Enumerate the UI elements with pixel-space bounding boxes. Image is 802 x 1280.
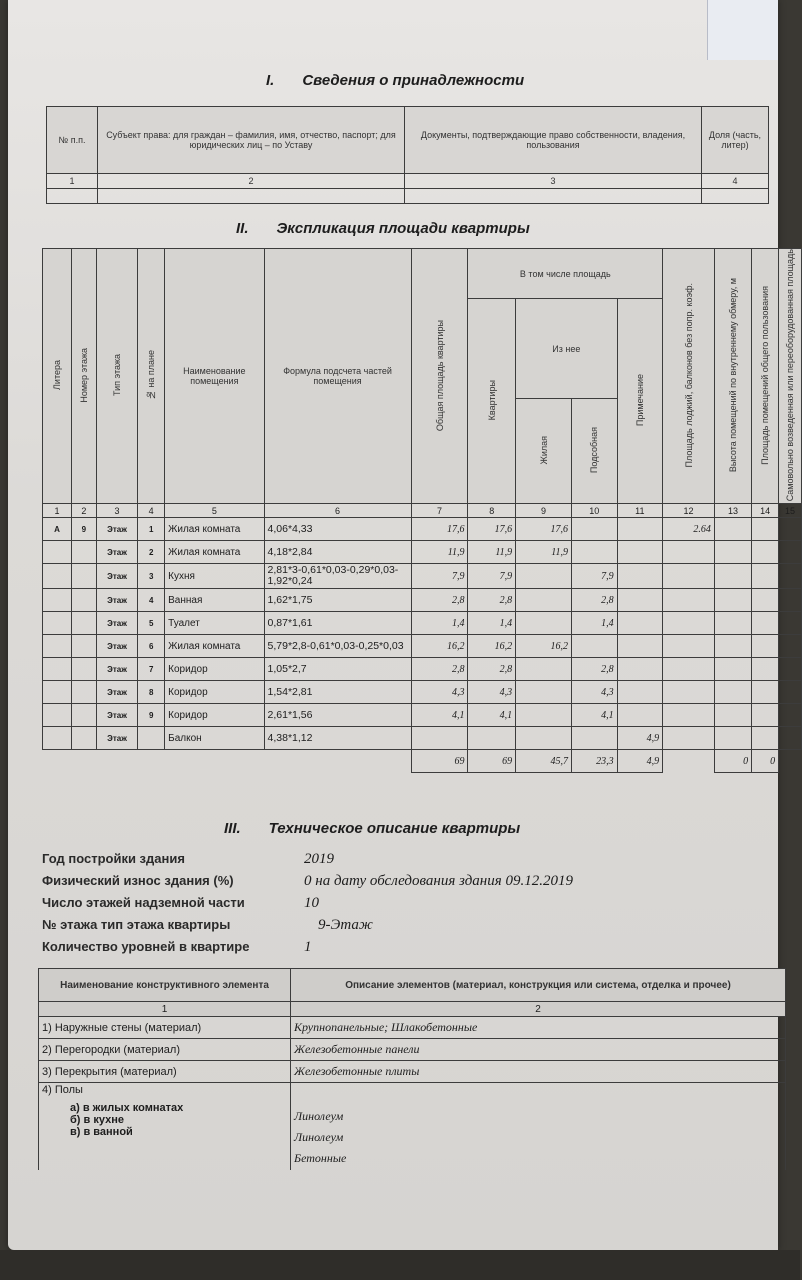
background-surface [0,1250,800,1280]
ownership-header-share: Доля (часть, литер) [702,107,769,174]
cell-floor [71,681,96,704]
cell-common [714,704,751,727]
header-notes-text: Примечание [634,374,645,427]
header-of-which: Из нее [516,299,617,399]
header-litera-text: Литера [51,360,62,391]
cell-floor-type: Этаж [96,589,137,612]
col-num: 5 [165,504,264,518]
floor-sub-label: в) в ванной [70,1126,133,1138]
total-aux: 23,3 [572,750,618,773]
ownership-empty-cell [702,189,769,204]
cell-plan-num: 4 [138,589,165,612]
header-unauth-text: Самовольно возведенная или переоборудованная площадь [785,249,796,502]
col-num: 9 [516,504,572,518]
cell-formula: 4,18*2,84 [264,541,411,564]
cell-notes [779,541,802,564]
cell-loggia [617,612,663,635]
cell-unauth [752,704,779,727]
cell-formula: 1,05*2,7 [264,658,411,681]
col-num: 11 [617,504,663,518]
total-area: 69 [411,750,468,773]
elements-header-name: Наименование конструктивного элемента [39,969,291,1002]
room-row [43,589,802,612]
cell-common [714,518,751,541]
cell-floor [71,658,96,681]
cell-aux: 4,1 [572,704,618,727]
cell-apartment: 11,9 [468,541,516,564]
cell-plan-num: 5 [138,612,165,635]
col-num: 2 [71,504,96,518]
cell-formula: 5,79*2,8-0,61*0,03-0,25*0,03 [264,635,411,658]
cell-aux: 7,9 [572,564,618,589]
floor-sub-label: а) в жилых комнатах [70,1102,184,1114]
info-label: Физический износ здания (%) [42,873,234,888]
element-row [39,1039,786,1061]
ownership-header-num: № п.п. [47,107,98,174]
header-apartment [468,299,516,504]
header-loggia-text: Площадь лоджий, балконов без попр. коэф. [683,282,694,468]
cell-loggia [617,658,663,681]
element-value [294,1084,782,1106]
cell-room-name: Жилая комната [165,635,264,658]
cell-total [411,727,468,750]
cell-apartment: 17,6 [468,518,516,541]
element-label: 4) Полы [42,1084,83,1096]
floors-label-cell [39,1083,291,1171]
info-row-floor-type [42,914,373,936]
cell-litera: А [43,518,72,541]
cell-total: 2,8 [411,589,468,612]
cell-formula: 2,81*3-0,61*0,03-0,29*0,03-1,92*0,24 [264,564,411,589]
elements-colnum: 2 [291,1002,786,1017]
header-floor-type [96,249,137,504]
element-value: Крупнопанельные; Шлакобетонные [291,1017,786,1039]
elements-colnum: 1 [39,1002,291,1017]
header-litera [43,249,72,504]
cell-plan-num: 8 [138,681,165,704]
header-common-text: Площадь помещений общего пользования [760,285,771,465]
area-explication-table [42,248,802,773]
cell-floor [71,541,96,564]
column-numbers-row [43,504,802,518]
cell-loggia: 4,9 [617,727,663,750]
header-notes [617,299,663,504]
total-common: 0 [714,750,751,773]
cell-floor [71,589,96,612]
cell-aux [572,635,618,658]
room-row [43,518,802,541]
cell-height [663,658,715,681]
ownership-colnum: 3 [405,174,702,189]
cell-notes [779,518,802,541]
cell-floor-type: Этаж [96,518,137,541]
ownership-header-documents: Документы, подтверждающие право собственности, владения, пользования [405,107,702,174]
cell-aux: 2,8 [572,658,618,681]
room-rows [43,518,802,750]
header-total-text: Общая площадь квартиры [434,319,445,431]
cell-room-name: Жилая комната [165,518,264,541]
cell-living [516,612,572,635]
cell-formula: 0,87*1,61 [264,612,411,635]
room-row [43,541,802,564]
adjacent-document-corner [707,0,778,60]
cell-aux: 2,8 [572,589,618,612]
cell-apartment: 4,3 [468,681,516,704]
cell-room-name: Ванная [165,589,264,612]
cell-litera [43,541,72,564]
col-num: 13 [714,504,751,518]
cell-living: 16,2 [516,635,572,658]
header-formula: Формула подсчета частей помещения [264,249,411,504]
total-apartment: 69 [468,750,516,773]
cell-formula: 1,62*1,75 [264,589,411,612]
cell-formula: 4,06*4,33 [264,518,411,541]
cell-notes [779,635,802,658]
cell-unauth [752,635,779,658]
cell-common [714,541,751,564]
cell-total: 2,8 [411,658,468,681]
cell-apartment: 7,9 [468,564,516,589]
section-3-number: III. [224,820,241,837]
cell-total: 4,3 [411,681,468,704]
section-1-number: I. [266,72,275,89]
cell-apartment: 16,2 [468,635,516,658]
cell-aux: 1,4 [572,612,618,635]
info-label: № этажа тип этажа квартиры [42,917,231,932]
cell-floor-type: Этаж [96,681,137,704]
room-row [43,635,802,658]
cell-loggia [617,518,663,541]
cell-floor-type: Этаж [96,635,137,658]
ownership-header-subject: Субъект права: для граждан – фамилия, имя, отчество, паспорт; для юридических лиц – по Уставу [98,107,405,174]
header-living-text: Жилая [538,436,549,465]
floor-sub-value: Бетонные [294,1151,347,1165]
cell-unauth [752,564,779,589]
cell-litera [43,681,72,704]
header-floor-num [71,249,96,504]
cell-total: 4,1 [411,704,468,727]
cell-formula: 1,54*2,81 [264,681,411,704]
cell-total: 16,2 [411,635,468,658]
cell-room-name: Коридор [165,658,264,681]
cell-floor [71,635,96,658]
col-num: 12 [663,504,715,518]
cell-living [516,727,572,750]
cell-total: 7,9 [411,564,468,589]
cell-apartment: 2,8 [468,658,516,681]
room-row [43,681,802,704]
cell-common [714,727,751,750]
cell-loggia [617,681,663,704]
col-num: 10 [572,504,618,518]
ownership-empty-cell [47,189,98,204]
cell-floor [71,612,96,635]
totals-blank [663,750,715,773]
header-plan-num-text: № на плане [146,350,157,401]
cell-room-name: Жилая комната [165,541,264,564]
cell-living [516,658,572,681]
ownership-table [46,106,769,204]
info-label: Число этажей надземной части [42,895,245,910]
room-row [43,727,802,750]
cell-room-name: Коридор [165,681,264,704]
cell-common [714,681,751,704]
cell-living [516,704,572,727]
cell-floor-type: Этаж [96,704,137,727]
cell-floor: 9 [71,518,96,541]
section-2-title [236,220,530,237]
floors-value-cell [291,1083,786,1171]
info-row-levels [42,936,312,958]
element-value: Железобетонные панели [291,1039,786,1061]
cell-litera [43,635,72,658]
cell-litera [43,612,72,635]
header-room-name: Наименование помещения [165,249,264,504]
room-row [43,564,802,589]
total-unauth: 0 [752,750,779,773]
cell-plan-num [138,727,165,750]
cell-litera [43,704,72,727]
header-common [752,249,779,504]
totals-blank [779,750,802,773]
element-label: 2) Перегородки (материал) [39,1039,291,1061]
section-1-title [266,72,524,89]
cell-room-name: Балкон [165,727,264,750]
element-row [39,1017,786,1039]
header-floor-type-text: Тип этажа [112,354,123,397]
totals-row [43,750,802,773]
cell-notes [779,564,802,589]
cell-floor-type: Этаж [96,541,137,564]
cell-common [714,612,751,635]
info-value: 10 [304,895,319,911]
ownership-empty-cell [405,189,702,204]
floor-sub-value: Линолеум [294,1130,344,1144]
room-row [43,704,802,727]
info-value: 0 на дату обследования здания 09.12.2019 [304,873,573,889]
element-label: 1) Наружные стены (материал) [39,1017,291,1039]
element-value: Железобетонные плиты [291,1061,786,1083]
ownership-colnum: 1 [47,174,98,189]
cell-unauth [752,681,779,704]
cell-aux [572,727,618,750]
ownership-colnum: 4 [702,174,769,189]
cell-common [714,635,751,658]
cell-aux: 4,3 [572,681,618,704]
section-3-title [224,820,520,837]
cell-common [714,658,751,681]
total-loggia: 4,9 [617,750,663,773]
cell-room-name: Туалет [165,612,264,635]
cell-unauth [752,589,779,612]
ownership-empty-cell [98,189,405,204]
cell-living [516,681,572,704]
cell-loggia [617,635,663,658]
header-aux-text: Подсобная [589,427,600,474]
header-apartment-text: Квартиры [486,379,497,421]
section-2-title-text: Экспликация площади квартиры [276,220,530,237]
info-value: 1 [304,939,312,955]
document-page [8,0,796,1250]
totals-spacer [43,750,412,773]
total-living: 45,7 [516,750,572,773]
info-label: Год постройки здания [42,851,185,866]
cell-common [714,589,751,612]
header-height-text: Высота помещений по внутреннему обмеру, м [728,278,739,473]
info-row-floors [42,892,319,914]
cell-apartment: 1,4 [468,612,516,635]
section-1-title-text: Сведения о принадлежности [302,72,525,89]
element-label: 3) Перекрытия (материал) [39,1061,291,1083]
col-num: 15 [779,504,802,518]
cell-litera [43,564,72,589]
cell-apartment: 2,8 [468,589,516,612]
cell-unauth [752,727,779,750]
cell-notes [779,612,802,635]
cell-apartment: 4,1 [468,704,516,727]
cell-living [516,564,572,589]
info-row-wear [42,870,573,892]
cell-litera [43,658,72,681]
header-including: В том числе площадь [468,249,663,299]
cell-total: 1,4 [411,612,468,635]
cell-height [663,589,715,612]
cell-plan-num: 9 [138,704,165,727]
cell-height [663,704,715,727]
section-2-number: II. [236,220,249,237]
cell-unauth [752,658,779,681]
cell-room-name: Кухня [165,564,264,589]
col-num: 7 [411,504,468,518]
cell-living: 17,6 [516,518,572,541]
cell-living [516,589,572,612]
element-row [39,1061,786,1083]
cell-height: 2.64 [663,518,715,541]
cell-plan-num: 3 [138,564,165,589]
cell-unauth [752,612,779,635]
col-num: 14 [752,504,779,518]
element-row-floors [39,1083,786,1171]
cell-height [663,681,715,704]
cell-room-name: Коридор [165,704,264,727]
cell-notes [779,727,802,750]
room-row [43,658,802,681]
cell-living: 11,9 [516,541,572,564]
cell-apartment [468,727,516,750]
col-num: 4 [138,504,165,518]
floor-sub-label: б) в кухне [70,1114,124,1126]
info-label: Количество уровней в квартире [42,939,250,954]
cell-loggia [617,589,663,612]
cell-height [663,727,715,750]
header-height [714,249,751,504]
col-num: 6 [264,504,411,518]
building-info [42,848,573,958]
info-value: 2019 [304,851,334,867]
header-floor-num-text: Номер этажа [78,347,89,403]
col-num: 1 [43,504,72,518]
cell-plan-num: 1 [138,518,165,541]
cell-plan-num: 6 [138,635,165,658]
cell-loggia [617,704,663,727]
floor-sub-value: Линолеум [294,1109,344,1123]
header-unauth [779,249,802,504]
col-num: 8 [468,504,516,518]
header-plan-num [138,249,165,504]
cell-loggia [617,541,663,564]
cell-common [714,564,751,589]
cell-plan-num: 7 [138,658,165,681]
cell-loggia [617,564,663,589]
cell-height [663,541,715,564]
cell-floor-type: Этаж [96,727,137,750]
cell-notes [779,658,802,681]
construction-elements-table [38,968,786,1170]
section-3-title-text: Техническое описание квартиры [268,820,521,837]
cell-height [663,564,715,589]
info-value: 9-Этаж [318,917,373,933]
cell-plan-num: 2 [138,541,165,564]
cell-total: 11,9 [411,541,468,564]
cell-floor-type: Этаж [96,612,137,635]
cell-formula: 4,38*1,12 [264,727,411,750]
cell-floor-type: Этаж [96,658,137,681]
cell-unauth [752,541,779,564]
cell-litera [43,727,72,750]
ownership-colnum: 2 [98,174,405,189]
cell-litera [43,589,72,612]
header-loggia [663,249,715,504]
cell-formula: 2,61*1,56 [264,704,411,727]
cell-notes [779,704,802,727]
cell-total: 17,6 [411,518,468,541]
cell-floor [71,704,96,727]
elements-header-description: Описание элементов (материал, конструкция или система, отделка и прочее) [291,969,786,1002]
cell-notes [779,681,802,704]
cell-floor [71,727,96,750]
col-num: 3 [96,504,137,518]
cell-unauth [752,518,779,541]
cell-notes [779,589,802,612]
info-row-year [42,848,334,870]
room-row [43,612,802,635]
cell-height [663,612,715,635]
cell-floor-type: Этаж [96,564,137,589]
cell-aux [572,518,618,541]
header-total [411,249,468,504]
cell-height [663,635,715,658]
header-aux [572,399,618,504]
cell-aux [572,541,618,564]
header-living [516,399,572,504]
cell-floor [71,564,96,589]
